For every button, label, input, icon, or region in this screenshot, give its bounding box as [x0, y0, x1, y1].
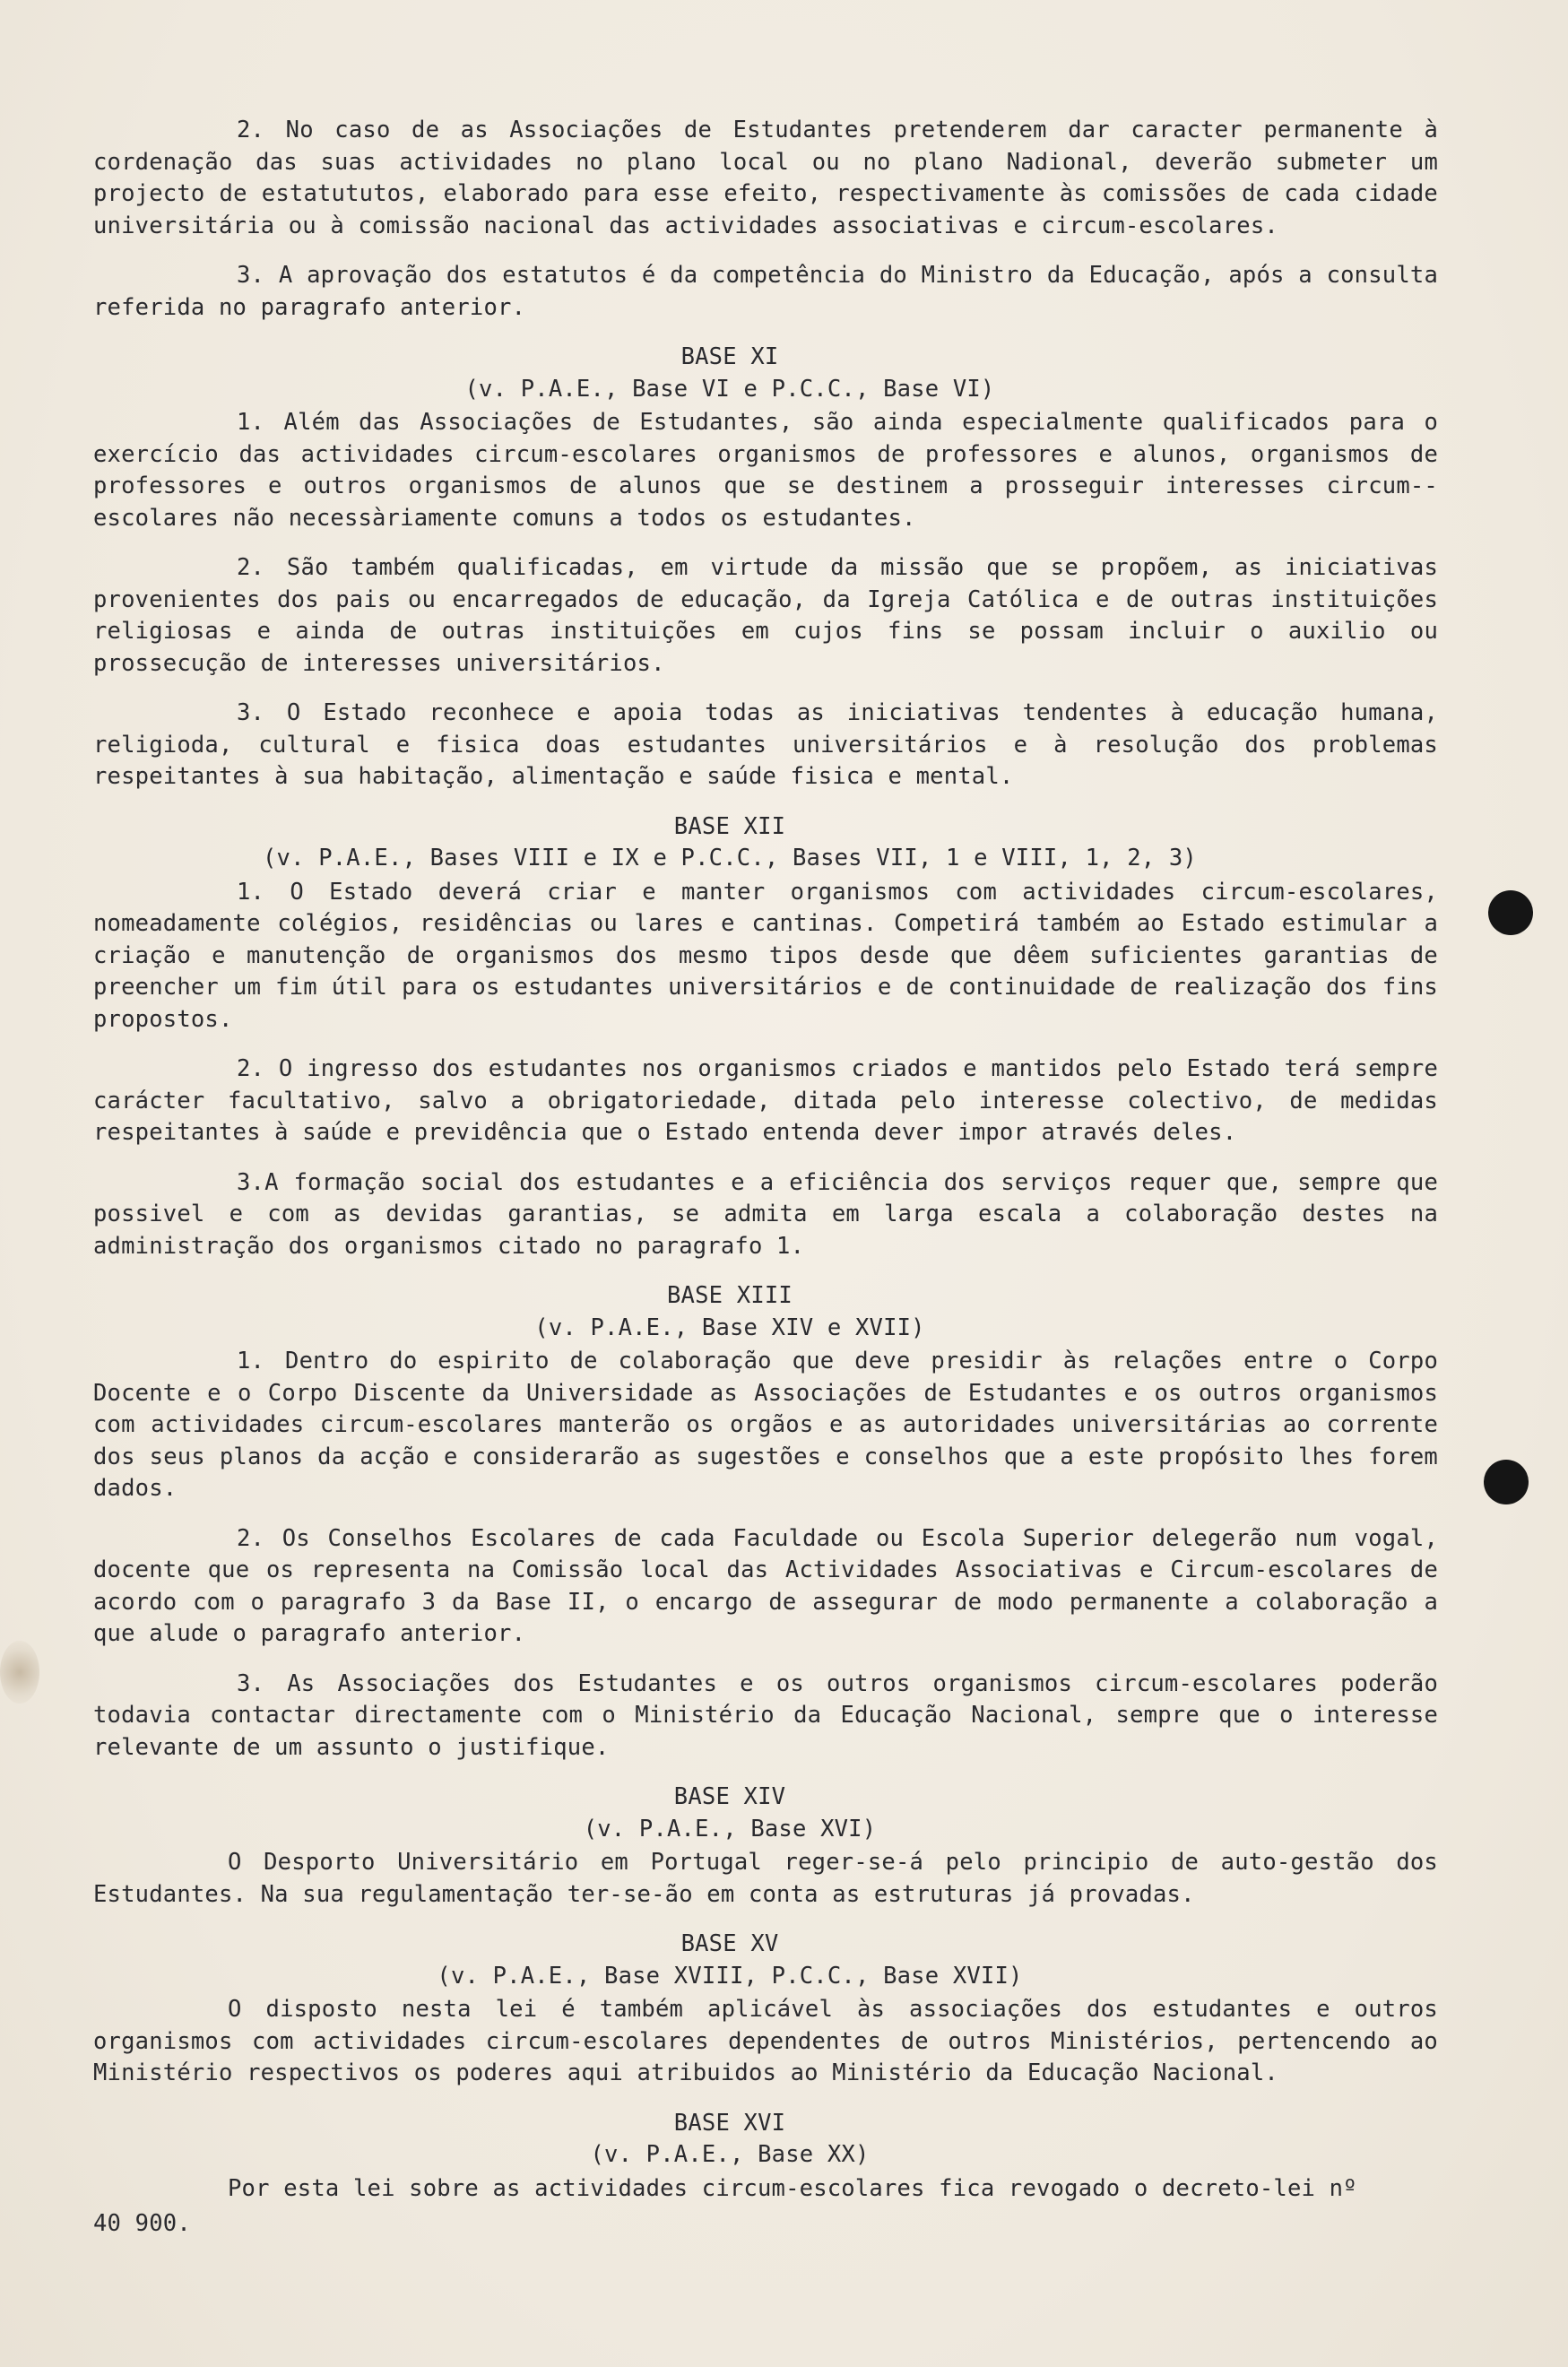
paragraph: 3. O Estado reconhece e apoia todas as iniciativas tendentes à educação humana, religioda, cultural e fisica doas estudantes universitários e à resolução dos problemas respeitantes à sua habitação, alimentação e saúde fisica e mental. — [93, 699, 1438, 790]
paragraph: 1. Além das Associações de Estudantes, são ainda especialmente qualificados para o exercício das actividades circum-escolares organismos de professores e alunos, organismos de professores e outros organismos de alunos que se destinem a prosseguir interesses circum--escolares não necessàriamente comuns a todos os estudantes. — [93, 409, 1438, 532]
paragraph: Por esta lei sobre as actividades circum-escolares fica revogado o decreto-lei nº — [228, 2174, 1357, 2202]
paragraph: O Desporto Universitário em Portugal reger-se-á pelo principio de auto-gestão dos Estudantes. Na sua regulamentação ter-se-ão em conta as estruturas já provadas. — [93, 1849, 1438, 1908]
section-reference: (v. P.A.E., Base XIV e XVII) — [534, 1314, 925, 1341]
section-title: BASE XII — [673, 812, 786, 840]
paragraph: 2. No caso de as Associações de Estudantes pretenderem dar caracter permanente à cordenação das suas actividades no plano local ou no plano Nadional, deverão submeter um projecto de estatututos, elaborado para esse efeito, respectivamente às comissões de cada cidade universitária ou à comissão nacional das actividades associativas e circum-escolares. — [93, 117, 1438, 239]
document-body — [93, 115, 1438, 2241]
section-title: BASE XV — [680, 1930, 779, 1957]
paragraph: 2. O ingresso dos estudantes nos organismos criados e mantidos pelo Estado terá sempre carácter facultativo, salvo a obrigatoriedade, ditada pelo interesse colectivo, de medidas respeitantes à saúde e previdência que o Estado entenda dever impor através deles. — [93, 1055, 1438, 1146]
paragraph: 3. As Associações dos Estudantes e os outros organismos circum-escolares poderão todavia contactar directamente com o Ministério da Educação Nacional, sempre que o interesse relevante de um assunto o justifique. — [93, 1669, 1438, 1761]
section-title: BASE XVI — [673, 2109, 786, 2137]
paper-stain — [0, 1641, 39, 1704]
section-reference: (v. P.A.E., Base VI e P.C.C., Base VI) — [464, 375, 995, 403]
section-reference: (v. P.A.E., Base XX) — [590, 2141, 870, 2168]
paragraph: 1. Dentro do espirito de colaboração que deve presidir às relações entre o Corpo Docente e o Corpo Discente da Universidade as Associações de Estudantes e os outros organismos com actividades circum-escolares manterão os orgãos e as autoridades universitárias ao corrente dos seus planos da acção e considerarão as sugestões e conselhos que a este propósito lhes forem dados. — [93, 1348, 1438, 1502]
section-reference: (v. P.A.E., Bases VIII e IX e P.C.C., Bases VII, 1 e VIII, 1, 2, 3) — [262, 845, 1197, 871]
punch-hole-bottom — [1484, 1460, 1529, 1504]
paragraph: 2. São também qualificadas, em virtude da missão que se propõem, as iniciativas provenientes dos pais ou encarregados de educação, da Igreja Católica e de outras instituições religiosas e ainda de outras instituições em cujos fins se possam incluir o auxilio ou prossecução de interesses universitários. — [93, 554, 1438, 677]
paragraph: O disposto nesta lei é também aplicável às associações dos estudantes e outros organismos com actividades circum-escolares dependentes de outros Ministérios, pertencendo ao Ministério respectivos os poderes aqui atribuidos ao Ministério da Educação Nacional. — [93, 1996, 1438, 2086]
section-reference: (v. P.A.E., Base XVI) — [583, 1815, 877, 1842]
paragraph: 1. O Estado deverá criar e manter organismos com actividades circum-escolares, nomeadamente colégios, residências ou lares e cantinas. Competirá também ao Estado estimular a criação e manutenção de organismos dos mesmo tipos desde que dêem suficientes garantias de preencher um fim útil para os estudantes universitários e de continuidade de realização dos fins propostos. — [93, 878, 1438, 1033]
section-title: BASE XI — [680, 343, 779, 370]
section-reference: (v. P.A.E., Base XVIII, P.C.C., Base XVII) — [437, 1962, 1023, 1990]
section-title: BASE XIII — [667, 1282, 793, 1309]
punch-hole-top — [1488, 890, 1533, 935]
paragraph: 2. Os Conselhos Escolares de cada Faculdade ou Escola Superior delegerão num vogal, docente que os representa na Comissão local das Actividades Associativas e Circum-escolares de acordo com o paragrafo 3 da Base II, o encargo de assegurar de modo permanente a colaboração a que alude o paragrafo anterior. — [93, 1524, 1438, 1647]
paragraph: 3. A aprovação dos estatutos é da competência do Ministro da Educação, após a consulta referida no paragrafo anterior. — [93, 262, 1438, 321]
paragraph: 3.A formação social dos estudantes e a eficiência dos serviços requer que, sempre que possivel e com as devidas garantias, se admita em larga escala a colaboração destes na administração dos organismos citado no paragrafo 1. — [93, 1168, 1438, 1260]
section-title: BASE XIV — [673, 1783, 786, 1810]
decree-number: 40 900. — [93, 2210, 191, 2237]
